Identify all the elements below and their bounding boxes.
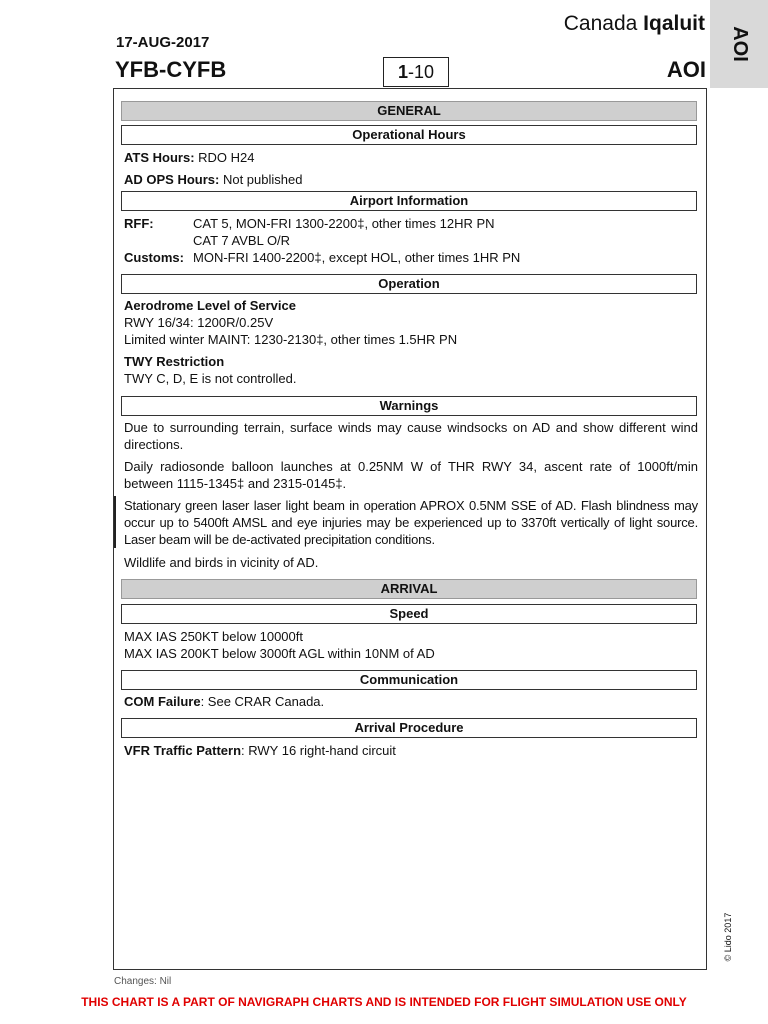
vfr-traffic-pattern (124, 742, 700, 759)
section-arrival: ARRIVAL (121, 579, 697, 599)
rff-line-2: CAT 7 AVBL O/R (193, 233, 291, 248)
location-title (560, 12, 705, 36)
changes-note: Changes: Nil (114, 976, 172, 987)
country-name: Canada (563, 12, 638, 35)
adops-hours (124, 171, 700, 188)
aerodrome-level-line-1: RWY 16/34: 1200R/0.25V (124, 315, 274, 330)
aerodrome-level-line-2: Limited winter MAINT: 1230-2130‡, other times 1.5HR PN (124, 332, 458, 347)
page-number-rest: -10 (408, 62, 435, 82)
subsection-airport-information: Airport Information (121, 191, 697, 211)
subsection-speed: Speed (121, 604, 697, 624)
ats-hours-value: RDO H24 (194, 150, 255, 165)
simulation-disclaimer: THIS CHART IS A PART OF NAVIGRAPH CHARTS AND IS INTENDED FOR FLIGHT SIMULATION USE ONLY (81, 995, 687, 1009)
ats-hours-label: ATS Hours: (124, 150, 195, 165)
aerodrome-level-label: Aerodrome Level of Service (124, 298, 296, 313)
vfr-traffic-pattern-value: : RWY 16 right-hand circuit (241, 743, 396, 758)
customs-value: MON-FRI 1400-2200‡, except HOL, other times 1HR PN (193, 250, 521, 265)
side-tab-label: AOI (729, 26, 751, 62)
subsection-operation: Operation (121, 274, 697, 294)
warning-wildlife: Wildlife and birds in vicinity of AD. (124, 555, 319, 570)
rff-line-1: CAT 5, MON-FRI 1300-2200‡, other times 12HR PN (193, 216, 495, 231)
speed-line-2: MAX IAS 200KT below 3000ft AGL within 10NM of AD (124, 646, 435, 661)
warning-laser: Stationary green laser laser light beam in operation APROX 0.5NM SSE of AD. Flash blindness may occur up to 5400ft AMSL and eye injuries may be experienced up to 3370ft vertically of light source. Laser beam will be de-activated precipitation conditions. (124, 498, 698, 547)
region-code: AOI (666, 57, 706, 82)
customs-label: Customs: (124, 250, 184, 265)
subsection-operational-hours: Operational Hours (121, 125, 697, 145)
warning-terrain: Due to surrounding terrain, surface winds may cause windsocks on AD and show different wind directions. (124, 420, 698, 452)
city-name: Iqaluit (643, 12, 705, 35)
speed-line-1: MAX IAS 250KT below 10000ft (124, 629, 303, 644)
page-number (383, 57, 449, 87)
subsection-communication: Communication (121, 670, 697, 690)
subsection-arrival-procedure: Arrival Procedure (121, 718, 697, 738)
rff-label: RFF: (124, 216, 154, 231)
adops-hours-value: Not published (219, 172, 303, 187)
warning-radiosonde: Daily radiosonde balloon launches at 0.25NM W of THR RWY 34, ascent rate of 1000ft/min between 1115-1345‡ and 2315-0145‡. (124, 459, 698, 491)
vfr-traffic-pattern-label: VFR Traffic Pattern (124, 743, 242, 758)
airport-codes: YFB-CYFB (115, 57, 227, 82)
com-failure-label: COM Failure (124, 694, 201, 709)
page-number-bold: 1 (397, 62, 408, 82)
com-failure-value: : See CRAR Canada. (200, 694, 325, 709)
twy-restriction-value: TWY C, D, E is not controlled. (124, 371, 297, 386)
adops-hours-label: AD OPS Hours: (124, 172, 220, 187)
twy-restriction-label: TWY Restriction (124, 354, 225, 369)
effective-date: 17-AUG-2017 (116, 34, 210, 51)
ats-hours (124, 149, 700, 166)
copyright-notice: © Lido 2017 (723, 912, 733, 962)
section-general: GENERAL (121, 101, 697, 121)
com-failure (124, 693, 700, 710)
subsection-warnings: Warnings (121, 396, 697, 416)
change-bar (114, 496, 116, 548)
